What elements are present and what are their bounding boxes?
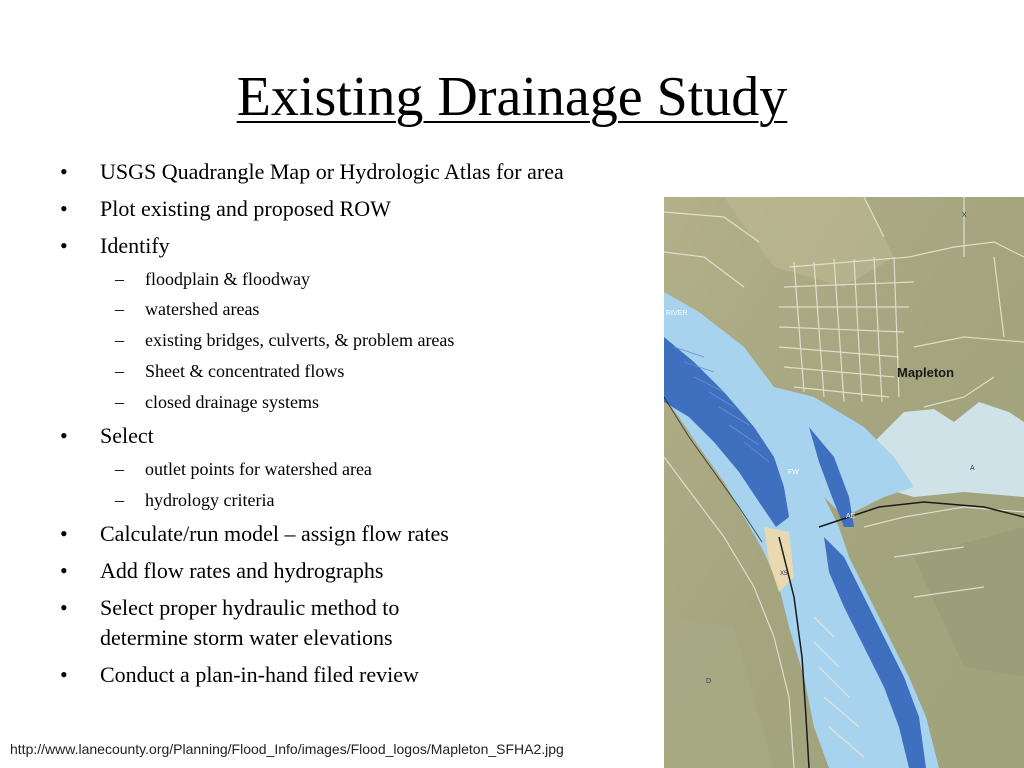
bullet-line-2: determine storm water elevations <box>100 625 393 650</box>
sub-bullet-item: – Sheet & concentrated flows <box>145 359 344 383</box>
bullet-item: • Plot existing and proposed ROW <box>100 194 391 224</box>
map-label-river: RIVER <box>666 310 688 317</box>
map-label-town: Mapleton <box>897 365 955 380</box>
bullet-line-1: Select proper hydraulic method to <box>100 595 400 620</box>
slide-title: Existing Drainage Study <box>236 66 788 128</box>
map-label-ae: AE <box>846 513 856 520</box>
flood-map-image <box>664 197 1024 768</box>
map-label-d: D <box>706 678 712 685</box>
bullet-item: • Identify <box>100 231 170 261</box>
map-label-fw: FW <box>788 469 799 476</box>
bullet-item: • Conduct a plan-in-hand filed review <box>100 660 419 690</box>
bullet-item: • Add flow rates and hydrographs <box>100 556 384 586</box>
map-label-x5: X5 <box>780 571 788 577</box>
bullet-item: • USGS Quadrangle Map or Hydrologic Atlas for area <box>100 157 564 187</box>
source-url: http://www.lanecounty.org/Planning/Flood_Info/images/Flood_logos/Mapleton_SFHA2.jpg <box>10 741 564 757</box>
bullet-item: • Select <box>100 421 154 451</box>
sub-bullet-item: – closed drainage systems <box>145 390 319 414</box>
map-label-a: A <box>970 465 975 472</box>
sub-bullet-item: – existing bridges, culverts, & problem areas <box>145 328 454 352</box>
sub-bullet-item: – watershed areas <box>145 297 259 321</box>
map-label-x: X <box>962 212 967 219</box>
bullet-item <box>100 593 399 653</box>
sub-bullet-item: – hydrology criteria <box>145 488 274 512</box>
sub-bullet-item: – outlet points for watershed area <box>145 457 372 481</box>
bullet-item: • Calculate/run model – assign flow rates <box>100 519 449 549</box>
sub-bullet-item: – floodplain & floodway <box>145 267 310 291</box>
